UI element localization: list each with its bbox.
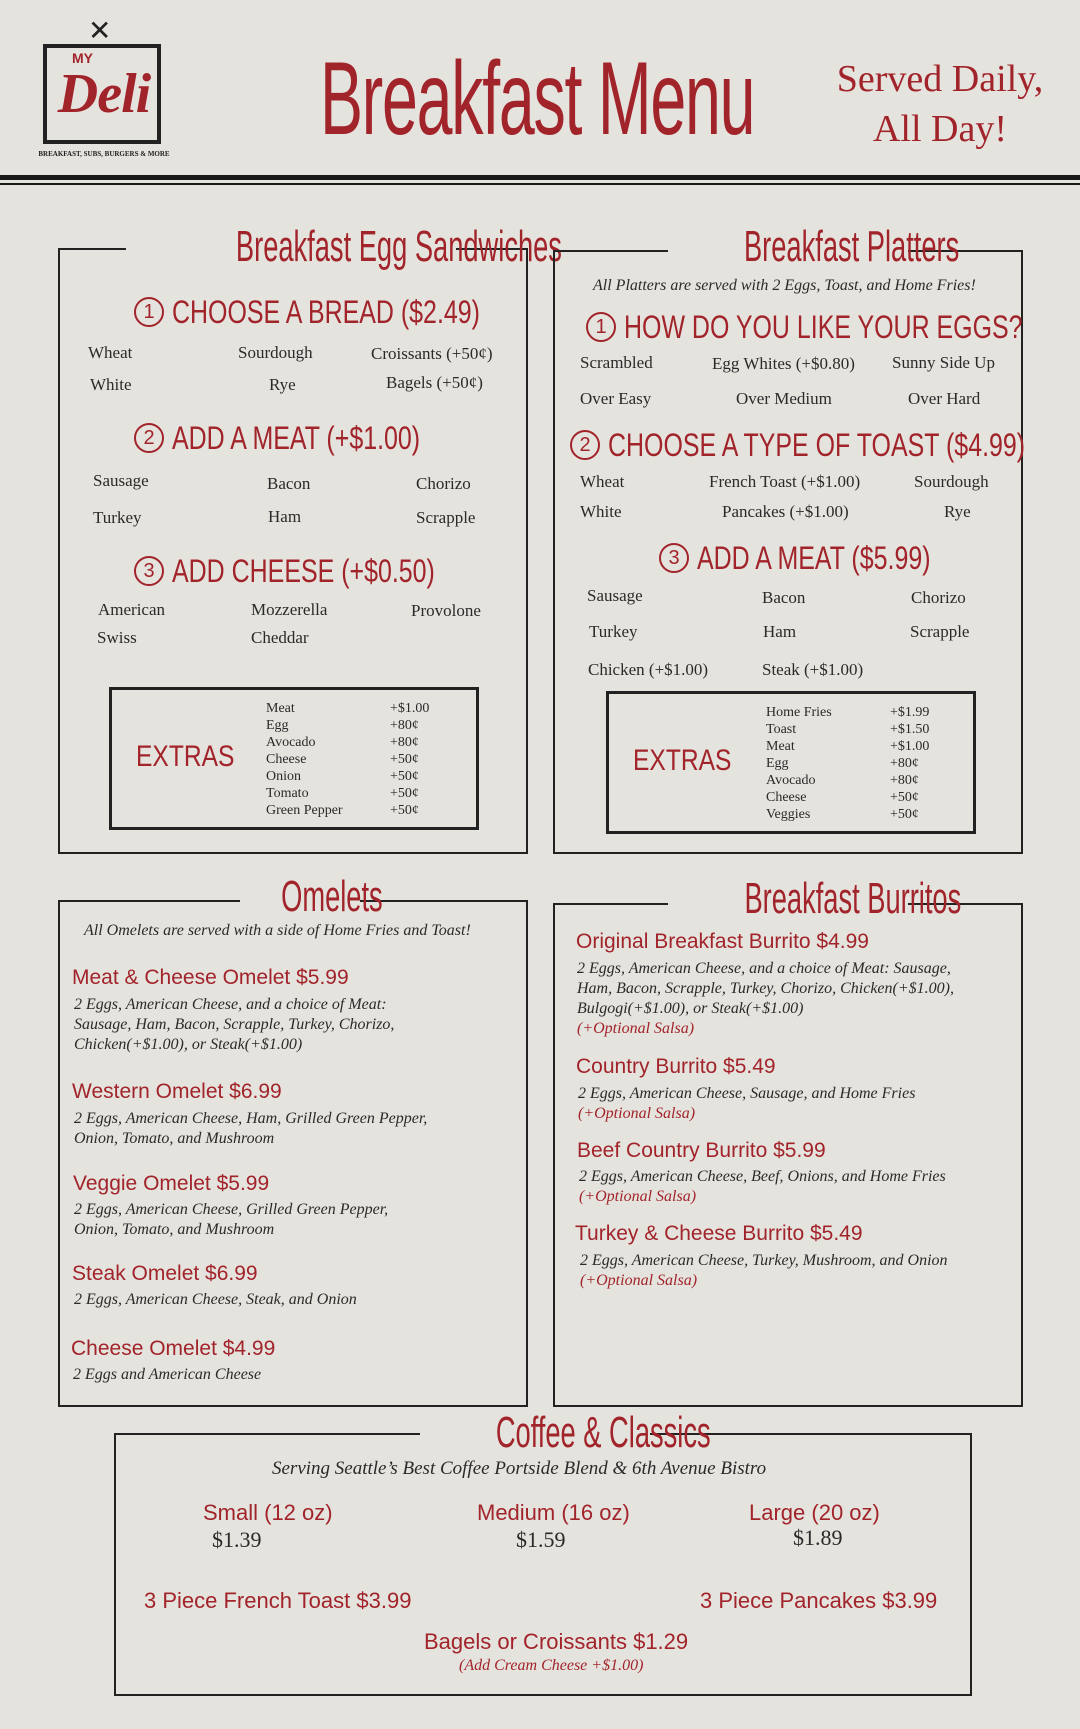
extras-row: Meat +$1.00 — [266, 701, 430, 716]
extras-row: Onion +50¢ — [266, 769, 419, 784]
platter-step-meat: 3 ADD A MEAT ($5.99) — [659, 540, 996, 577]
omelet-description: 2 Eggs, American Cheese, Steak, and Onion — [74, 1291, 357, 1308]
toast-option[interactable]: French Toast (+$1.00) — [709, 472, 861, 491]
omelets-title: Omelets — [240, 873, 360, 921]
sandwich-step-bread: 1 CHOOSE A BREAD ($2.49) — [134, 294, 567, 331]
header-divider — [0, 175, 1080, 180]
toast-option[interactable]: White — [580, 502, 622, 521]
logo-name: Deli — [57, 63, 151, 125]
meat-option[interactable]: Turkey — [93, 508, 142, 527]
platter-meat-option[interactable]: Ham — [763, 622, 797, 641]
meat-option[interactable]: Chorizo — [416, 474, 471, 493]
bread-option[interactable]: Rye — [269, 375, 296, 394]
burrito-name[interactable]: Turkey & Cheese Burrito $5.49 — [575, 1222, 863, 1245]
coffee-size-label[interactable]: Medium (16 oz) — [477, 1500, 630, 1525]
meat-option[interactable]: Ham — [268, 507, 302, 526]
toast-option[interactable]: Wheat — [580, 472, 625, 491]
cream-cheese-note: (Add Cream Cheese +$1.00) — [459, 1657, 644, 1674]
extras-row: Green Pepper +50¢ — [266, 803, 419, 818]
omelet-description: 2 Eggs and American Cheese — [73, 1366, 262, 1383]
omelet-name[interactable]: Meat & Cheese Omelet $5.99 — [72, 966, 349, 989]
omelet-name[interactable]: Western Omelet $6.99 — [72, 1080, 282, 1103]
coffee-size-price: $1.89 — [793, 1525, 843, 1550]
cheese-option[interactable]: Cheddar — [251, 628, 309, 647]
coffee-note: Serving Seattle’s Best Coffee Portside Blend & 6th Avenue Bistro — [272, 1458, 767, 1479]
extras-row: Toast +$1.50 — [766, 722, 930, 737]
extras-row: Egg +80¢ — [766, 756, 919, 771]
sandwich-extras-box — [109, 687, 479, 830]
page-title: Breakfast Menu — [320, 41, 755, 157]
sandwich-step-meat: 2 ADD A MEAT (+$1.00) — [134, 420, 490, 457]
extras-list — [766, 704, 929, 823]
extras-label: EXTRAS — [633, 744, 732, 777]
burrito-description: 2 Eggs, American Cheese, Turkey, Mushroom, and Onion (+Optional Salsa) — [580, 1252, 948, 1289]
egg-option[interactable]: Over Easy — [580, 389, 652, 408]
cheese-option[interactable]: American — [98, 600, 166, 619]
omelet-description: 2 Eggs, American Cheese, and a choice of Meat: Sausage, Ham, Bacon, Scrapple, Turkey, Chorizo, Chicken(+$1.00), or Steak(+$1.00) — [74, 996, 395, 1053]
bread-option[interactable]: Wheat — [88, 343, 133, 362]
toast-option[interactable]: Rye — [944, 502, 971, 521]
platters-note: All Platters are served with 2 Eggs, Toast, and Home Fries! — [593, 277, 976, 294]
egg-option[interactable]: Sunny Side Up — [892, 353, 995, 372]
egg-option[interactable]: Scrambled — [580, 353, 653, 372]
extras-row: Cheese +50¢ — [766, 790, 919, 805]
burrito-name[interactable]: Beef Country Burrito $5.99 — [577, 1139, 826, 1162]
bread-option[interactable]: Bagels (+50¢) — [386, 373, 483, 392]
extras-row: Cheese +50¢ — [266, 752, 419, 767]
toast-option[interactable]: Pancakes (+$1.00) — [722, 502, 849, 521]
cheese-option[interactable]: Provolone — [411, 601, 481, 620]
platter-meat-option[interactable]: Bacon — [762, 588, 806, 607]
egg-option[interactable]: Over Medium — [736, 389, 832, 408]
burrito-description: 2 Eggs, American Cheese, Beef, Onions, and Home Fries (+Optional Salsa) — [579, 1168, 946, 1205]
burritos-title: Breakfast Burritos — [668, 875, 908, 923]
meat-option[interactable]: Scrapple — [416, 508, 476, 527]
platter-meat-option[interactable]: Chorizo — [911, 588, 966, 607]
platter-step-eggs: 1 HOW DO YOU LIKE YOUR EGGS? — [586, 309, 1080, 346]
coffee-size-price: $1.59 — [516, 1527, 566, 1552]
omelet-name[interactable]: Steak Omelet $6.99 — [72, 1262, 258, 1285]
logo-tagline: BREAKFAST, SUBS, BURGERS & MORE — [38, 150, 170, 158]
extras-row: Meat +$1.00 — [766, 739, 930, 754]
platter-meat-option[interactable]: Steak (+$1.00) — [762, 660, 864, 679]
bread-option[interactable]: White — [90, 375, 132, 394]
sandwiches-title: Breakfast Egg Sandwiches — [126, 223, 456, 271]
bread-option[interactable]: Sourdough — [238, 343, 313, 362]
egg-option[interactable]: Over Hard — [908, 389, 981, 408]
coffee-size-label[interactable]: Large (20 oz) — [749, 1500, 880, 1525]
extras-label: EXTRAS — [136, 740, 235, 773]
cheese-option[interactable]: Swiss — [97, 628, 137, 647]
cheese-option[interactable]: Mozzerella — [251, 600, 328, 619]
omelets-note: All Omelets are served with a side of Home Fries and Toast! — [84, 922, 471, 939]
platter-meat-option[interactable]: Turkey — [589, 622, 638, 641]
sandwich-step-cheese: 3 ADD CHEESE (+$0.50) — [134, 553, 509, 590]
meat-option[interactable]: Bacon — [267, 474, 311, 493]
extras-row: Veggies +50¢ — [766, 807, 919, 822]
burrito-name[interactable]: Country Burrito $5.49 — [576, 1055, 776, 1078]
toast-option[interactable]: Sourdough — [914, 472, 989, 491]
served-daily-text: Served Daily, All Day! — [836, 58, 1044, 150]
platter-meat-option[interactable]: Scrapple — [910, 622, 970, 641]
burrito-name[interactable]: Original Breakfast Burrito $4.99 — [576, 930, 869, 953]
deli-logo — [38, 14, 170, 164]
extras-list — [266, 700, 429, 819]
extras-row: Avocado +80¢ — [266, 735, 419, 750]
pancakes-item[interactable]: 3 Piece Pancakes $3.99 — [700, 1588, 938, 1613]
french-toast-item[interactable]: 3 Piece French Toast $3.99 — [144, 1588, 412, 1613]
extras-row: Avocado +80¢ — [766, 773, 919, 788]
coffee-size-label[interactable]: Small (12 oz) — [203, 1500, 333, 1525]
platter-step-toast: 2 CHOOSE A TYPE OF TOAST ($4.99) — [570, 427, 1080, 464]
logo-my: MY — [72, 50, 93, 66]
burrito-description: 2 Eggs, American Cheese, Sausage, and Home Fries (+Optional Salsa) — [578, 1085, 916, 1122]
burrito-description: 2 Eggs, American Cheese, and a choice of Meat: Sausage, Ham, Bacon, Scrapple, Turkey, Chorizo, Chicken(+$1.00), Bulgogi(+$1.00), or Steak(+$1.00) (+Optional Salsa) — [577, 960, 954, 1037]
extras-row: Egg +80¢ — [266, 718, 419, 733]
platter-meat-option[interactable]: Sausage — [587, 586, 643, 605]
bread-option[interactable]: Croissants (+50¢) — [371, 344, 493, 363]
omelet-name[interactable]: Veggie Omelet $5.99 — [73, 1172, 270, 1195]
bagels-item[interactable]: Bagels or Croissants $1.29 — [424, 1629, 689, 1654]
omelet-description: 2 Eggs, American Cheese, Ham, Grilled Green Pepper, Onion, Tomato, and Mushroom — [74, 1110, 428, 1147]
platter-extras-box — [606, 691, 976, 834]
extras-row: Tomato +50¢ — [266, 786, 419, 801]
coffee-size-price: $1.39 — [212, 1527, 262, 1552]
egg-option[interactable]: Egg Whites (+$0.80) — [712, 354, 855, 373]
coffee-title: Coffee & Classics — [420, 1409, 650, 1457]
meat-option[interactable]: Sausage — [93, 471, 149, 490]
extras-row: Home Fries +$1.99 — [766, 705, 930, 720]
platters-title: Breakfast Platters — [668, 223, 908, 271]
omelet-name[interactable]: Cheese Omelet $4.99 — [71, 1337, 276, 1360]
omelet-description: 2 Eggs, American Cheese, Grilled Green Pepper, Onion, Tomato, and Mushroom — [74, 1201, 389, 1238]
platter-meat-option[interactable]: Chicken (+$1.00) — [588, 660, 709, 679]
fork-knife-icon: ✕ — [88, 14, 112, 47]
header-divider-thin — [0, 183, 1080, 185]
